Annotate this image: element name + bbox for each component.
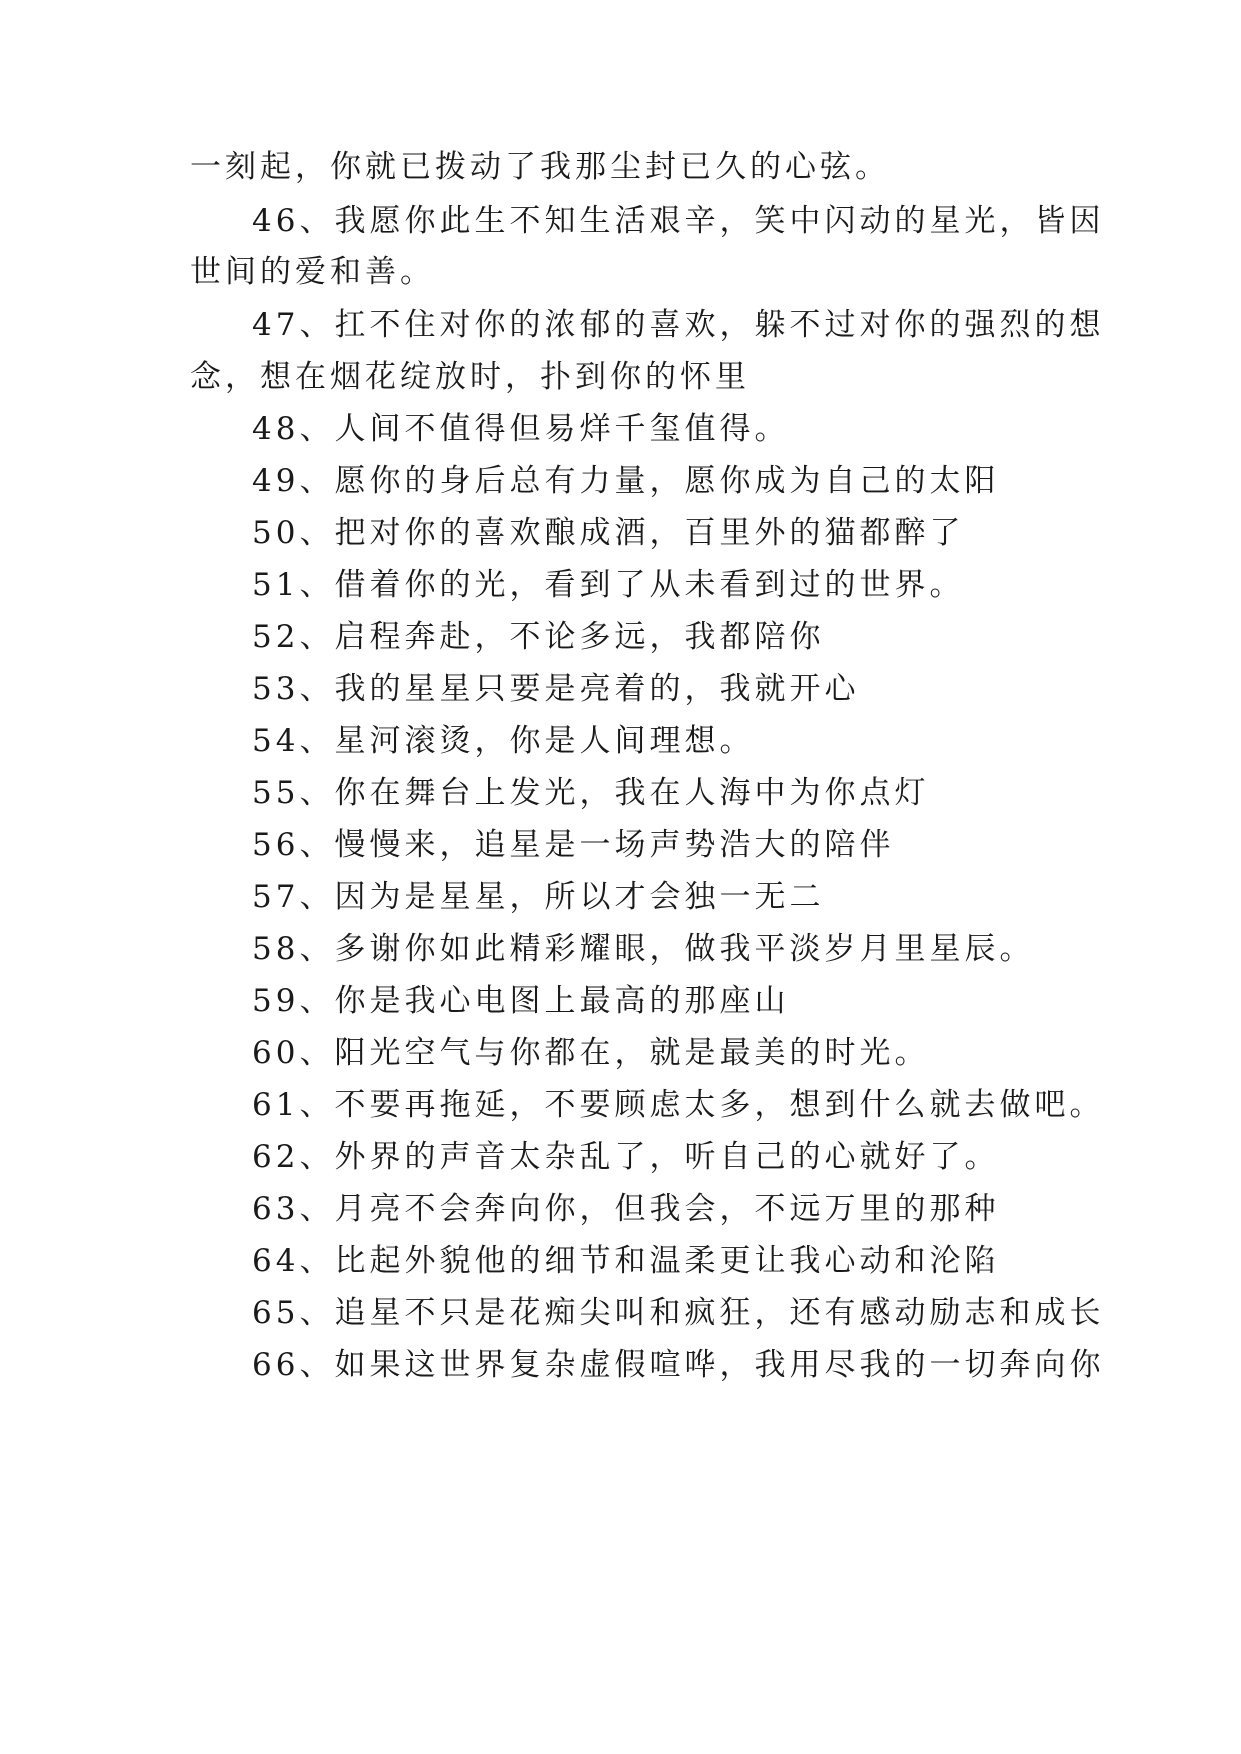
text-line: 47、扛不住对你的浓郁的喜欢，躲不过对你的强烈的想 bbox=[252, 307, 1105, 343]
text-line: 念，想在烟花绽放时，扑到你的怀里 bbox=[190, 359, 750, 395]
text-line: 55、你在舞台上发光，我在人海中为你点灯 bbox=[252, 775, 930, 811]
text-line: 66、如果这世界复杂虚假喧哗，我用尽我的一切奔向你 bbox=[252, 1347, 1105, 1383]
text-line: 59、你是我心电图上最高的那座山 bbox=[252, 983, 790, 1019]
text-line: 50、把对你的喜欢酿成酒，百里外的猫都醉了 bbox=[252, 515, 965, 551]
text-line: 49、愿你的身后总有力量，愿你成为自己的太阳 bbox=[252, 463, 1000, 499]
text-line: 61、不要再拖延，不要顾虑太多，想到什么就去做吧。 bbox=[252, 1087, 1105, 1123]
text-line: 62、外界的声音太杂乱了，听自己的心就好了。 bbox=[252, 1139, 1000, 1175]
text-line: 世间的爱和善。 bbox=[190, 254, 435, 290]
text-line: 一刻起，你就已拨动了我那尘封已久的心弦。 bbox=[190, 149, 890, 185]
text-line: 48、人间不值得但易烊千玺值得。 bbox=[252, 411, 790, 447]
text-line: 65、追星不只是花痴尖叫和疯狂，还有感动励志和成长 bbox=[252, 1295, 1105, 1331]
text-line: 63、月亮不会奔向你，但我会，不远万里的那种 bbox=[252, 1191, 1000, 1227]
text-line: 53、我的星星只要是亮着的，我就开心 bbox=[252, 671, 860, 707]
text-line: 60、阳光空气与你都在，就是最美的时光。 bbox=[252, 1035, 930, 1071]
text-line: 52、启程奔赴，不论多远，我都陪你 bbox=[252, 619, 825, 655]
text-line: 64、比起外貌他的细节和温柔更让我心动和沦陷 bbox=[252, 1243, 1000, 1279]
text-line: 54、星河滚烫，你是人间理想。 bbox=[252, 723, 755, 759]
text-line: 57、因为是星星，所以才会独一无二 bbox=[252, 879, 825, 915]
text-line: 46、我愿你此生不知生活艰辛，笑中闪动的星光，皆因 bbox=[252, 203, 1105, 239]
text-line: 51、借着你的光，看到了从未看到过的世界。 bbox=[252, 567, 965, 603]
text-line: 56、慢慢来，追星是一场声势浩大的陪伴 bbox=[252, 827, 895, 863]
text-line: 58、多谢你如此精彩耀眼，做我平淡岁月里星辰。 bbox=[252, 931, 1035, 967]
